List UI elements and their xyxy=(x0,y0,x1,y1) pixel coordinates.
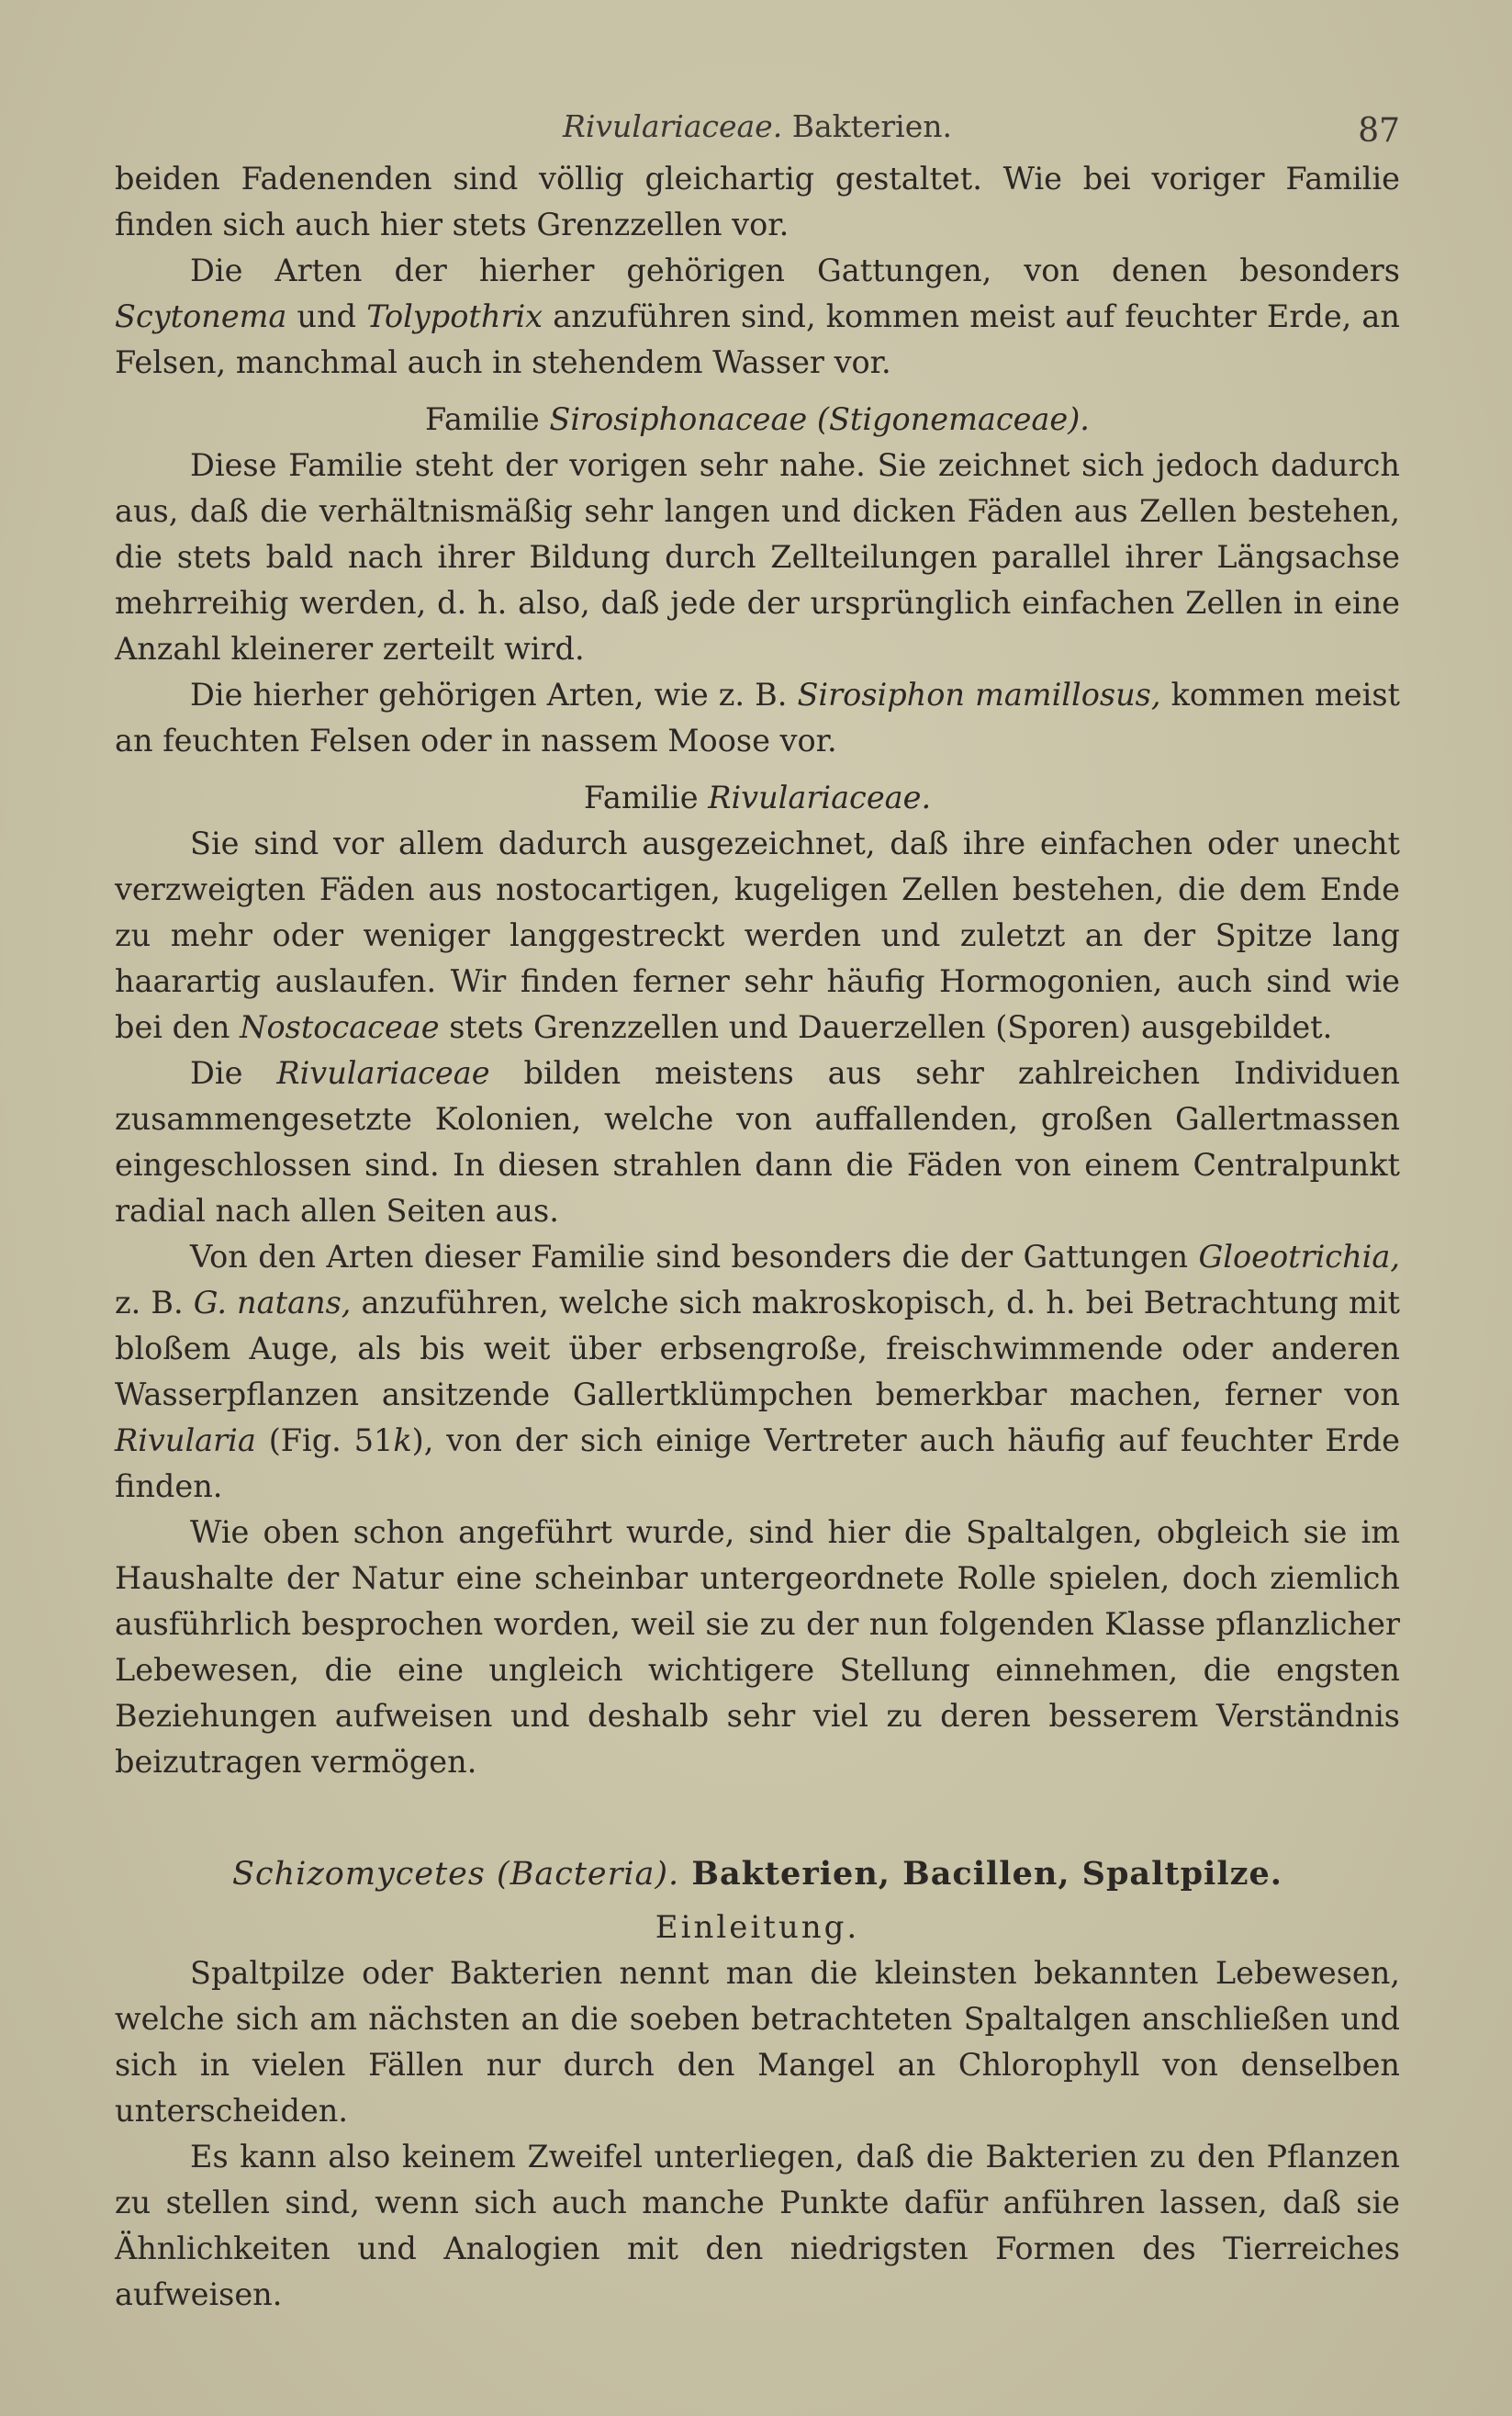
page-number: 87 xyxy=(1358,112,1400,150)
running-title xyxy=(115,108,1400,144)
running-title-german: Bakterien. xyxy=(782,108,953,144)
paragraph-10: Es kann also keinem Zweifel unterliegen, daß die Bakterien zu den Pflanzen zu stellen sind, wenn sich auch manche Punkte dafür anführen lassen, daß sie Ähnlichkeiten und Analogien mit den niedrigsten Formen des Tierreiches aufweisen. xyxy=(115,2139,1400,2312)
page-header xyxy=(115,101,1400,156)
running-title-latin: Rivulariaceae. xyxy=(562,108,783,144)
section-title-schizomycetes: Schizomycetes (Bacteria). Bakterien, Bacillen, Spaltpilze. xyxy=(232,1855,1282,1893)
paragraph-7: Von den Arten dieser Familie sind besonders die der Gattungen Gloeotrichia, z. B. G. natans, anzuführen, welche sich makroskopisch, d. h. bei Betrachtung mit bloßem Auge, als bis weit über erbsengroße, freischwimmende oder anderen Wasserpflanzen ansitzende Gallertklümpchen bemerkbar machen, ferner von Rivularia (Fig. 51k), von der sich einige Vertreter auch häufig auf feuchter Erde finden. xyxy=(115,1239,1401,1504)
book-page xyxy=(115,101,1400,2318)
paragraph-9: Spaltpilze oder Bakterien nennt man die kleinsten bekannten Lebewesen, welche sich am nächsten an die soeben betrachteten Spaltalgen anschließen und sich in vielen Fällen nur durch den Mangel an Chlorophyll von denselben unterscheiden. xyxy=(115,1955,1400,2129)
family-heading-rivulariaceae: Familie Rivulariaceae. xyxy=(583,780,932,815)
family-heading-sirosiphonaceae: Familie Sirosiphonaceae (Stigonemaceae). xyxy=(425,401,1090,437)
subheading-einleitung: Einleitung. xyxy=(655,1909,860,1946)
paragraph-2: Die Arten der hierher gehörigen Gattungen, von denen besonders Scytonema und Tolypothrix anzuführen sind, kommen meist auf feuchter Erde, an Felsen, manchmal auch in stehendem Wasser vor. xyxy=(115,253,1400,380)
paragraph-4: Die hierher gehörigen Arten, wie z. B. Sirosiphon mamillosus, kommen meist an feuchten Felsen oder in nassem Moose vor. xyxy=(115,677,1400,759)
paragraph-1: beiden Fadenenden sind völlig gleichartig gestaltet. Wie bei voriger Familie finden sich auch hier stets Grenzzellen vor. xyxy=(115,161,1400,242)
paragraph-6: Die Rivulariaceae bilden meistens aus sehr zahlreichen Individuen zusammengesetzte Kolonien, welche von auffallenden, großen Gallertmassen eingeschlossen sind. In diesen strahlen dann die Fäden von einem Centralpunkt radial nach allen Seiten aus. xyxy=(115,1055,1401,1229)
paragraph-3: Diese Familie steht der vorigen sehr nahe. Sie zeichnet sich jedoch dadurch aus, daß die verhältnismäßig sehr langen und dicken Fäden aus Zellen bestehen, die stets bald nach ihrer Bildung durch Zellteilungen parallel ihrer Längsachse mehrreihig werden, d. h. also, daß jede der ursprünglich einfachen Zellen in eine Anzahl kleinerer zerteilt wird. xyxy=(115,447,1400,667)
paragraph-8: Wie oben schon angeführt wurde, sind hier die Spaltalgen, obgleich sie im Haushalte der Natur eine scheinbar untergeordnete Rolle spielen, doch ziemlich ausführlich besprochen worden, weil sie zu der nun folgenden Klasse pflanzlicher Lebewesen, die eine ungleich wichtigere Stellung einnehmen, die engsten Beziehungen aufweisen und deshalb sehr viel zu deren besserem Verständnis beizutragen vermögen. xyxy=(115,1514,1400,1780)
paragraph-5: Sie sind vor allem dadurch ausgezeichnet, daß ihre einfachen oder unecht verzweigten Fäden aus nostocartigen, kugeligen Zellen bestehen, die dem Ende zu mehr oder weniger langgestreckt werden und zuletzt an der Spitze lang haarartig auslaufen. Wir finden ferner sehr häufig Hormogonien, auch sind wie bei den Nostocaceae stets Grenzzellen und Dauerzellen (Sporen) ausgebildet. xyxy=(115,826,1400,1045)
